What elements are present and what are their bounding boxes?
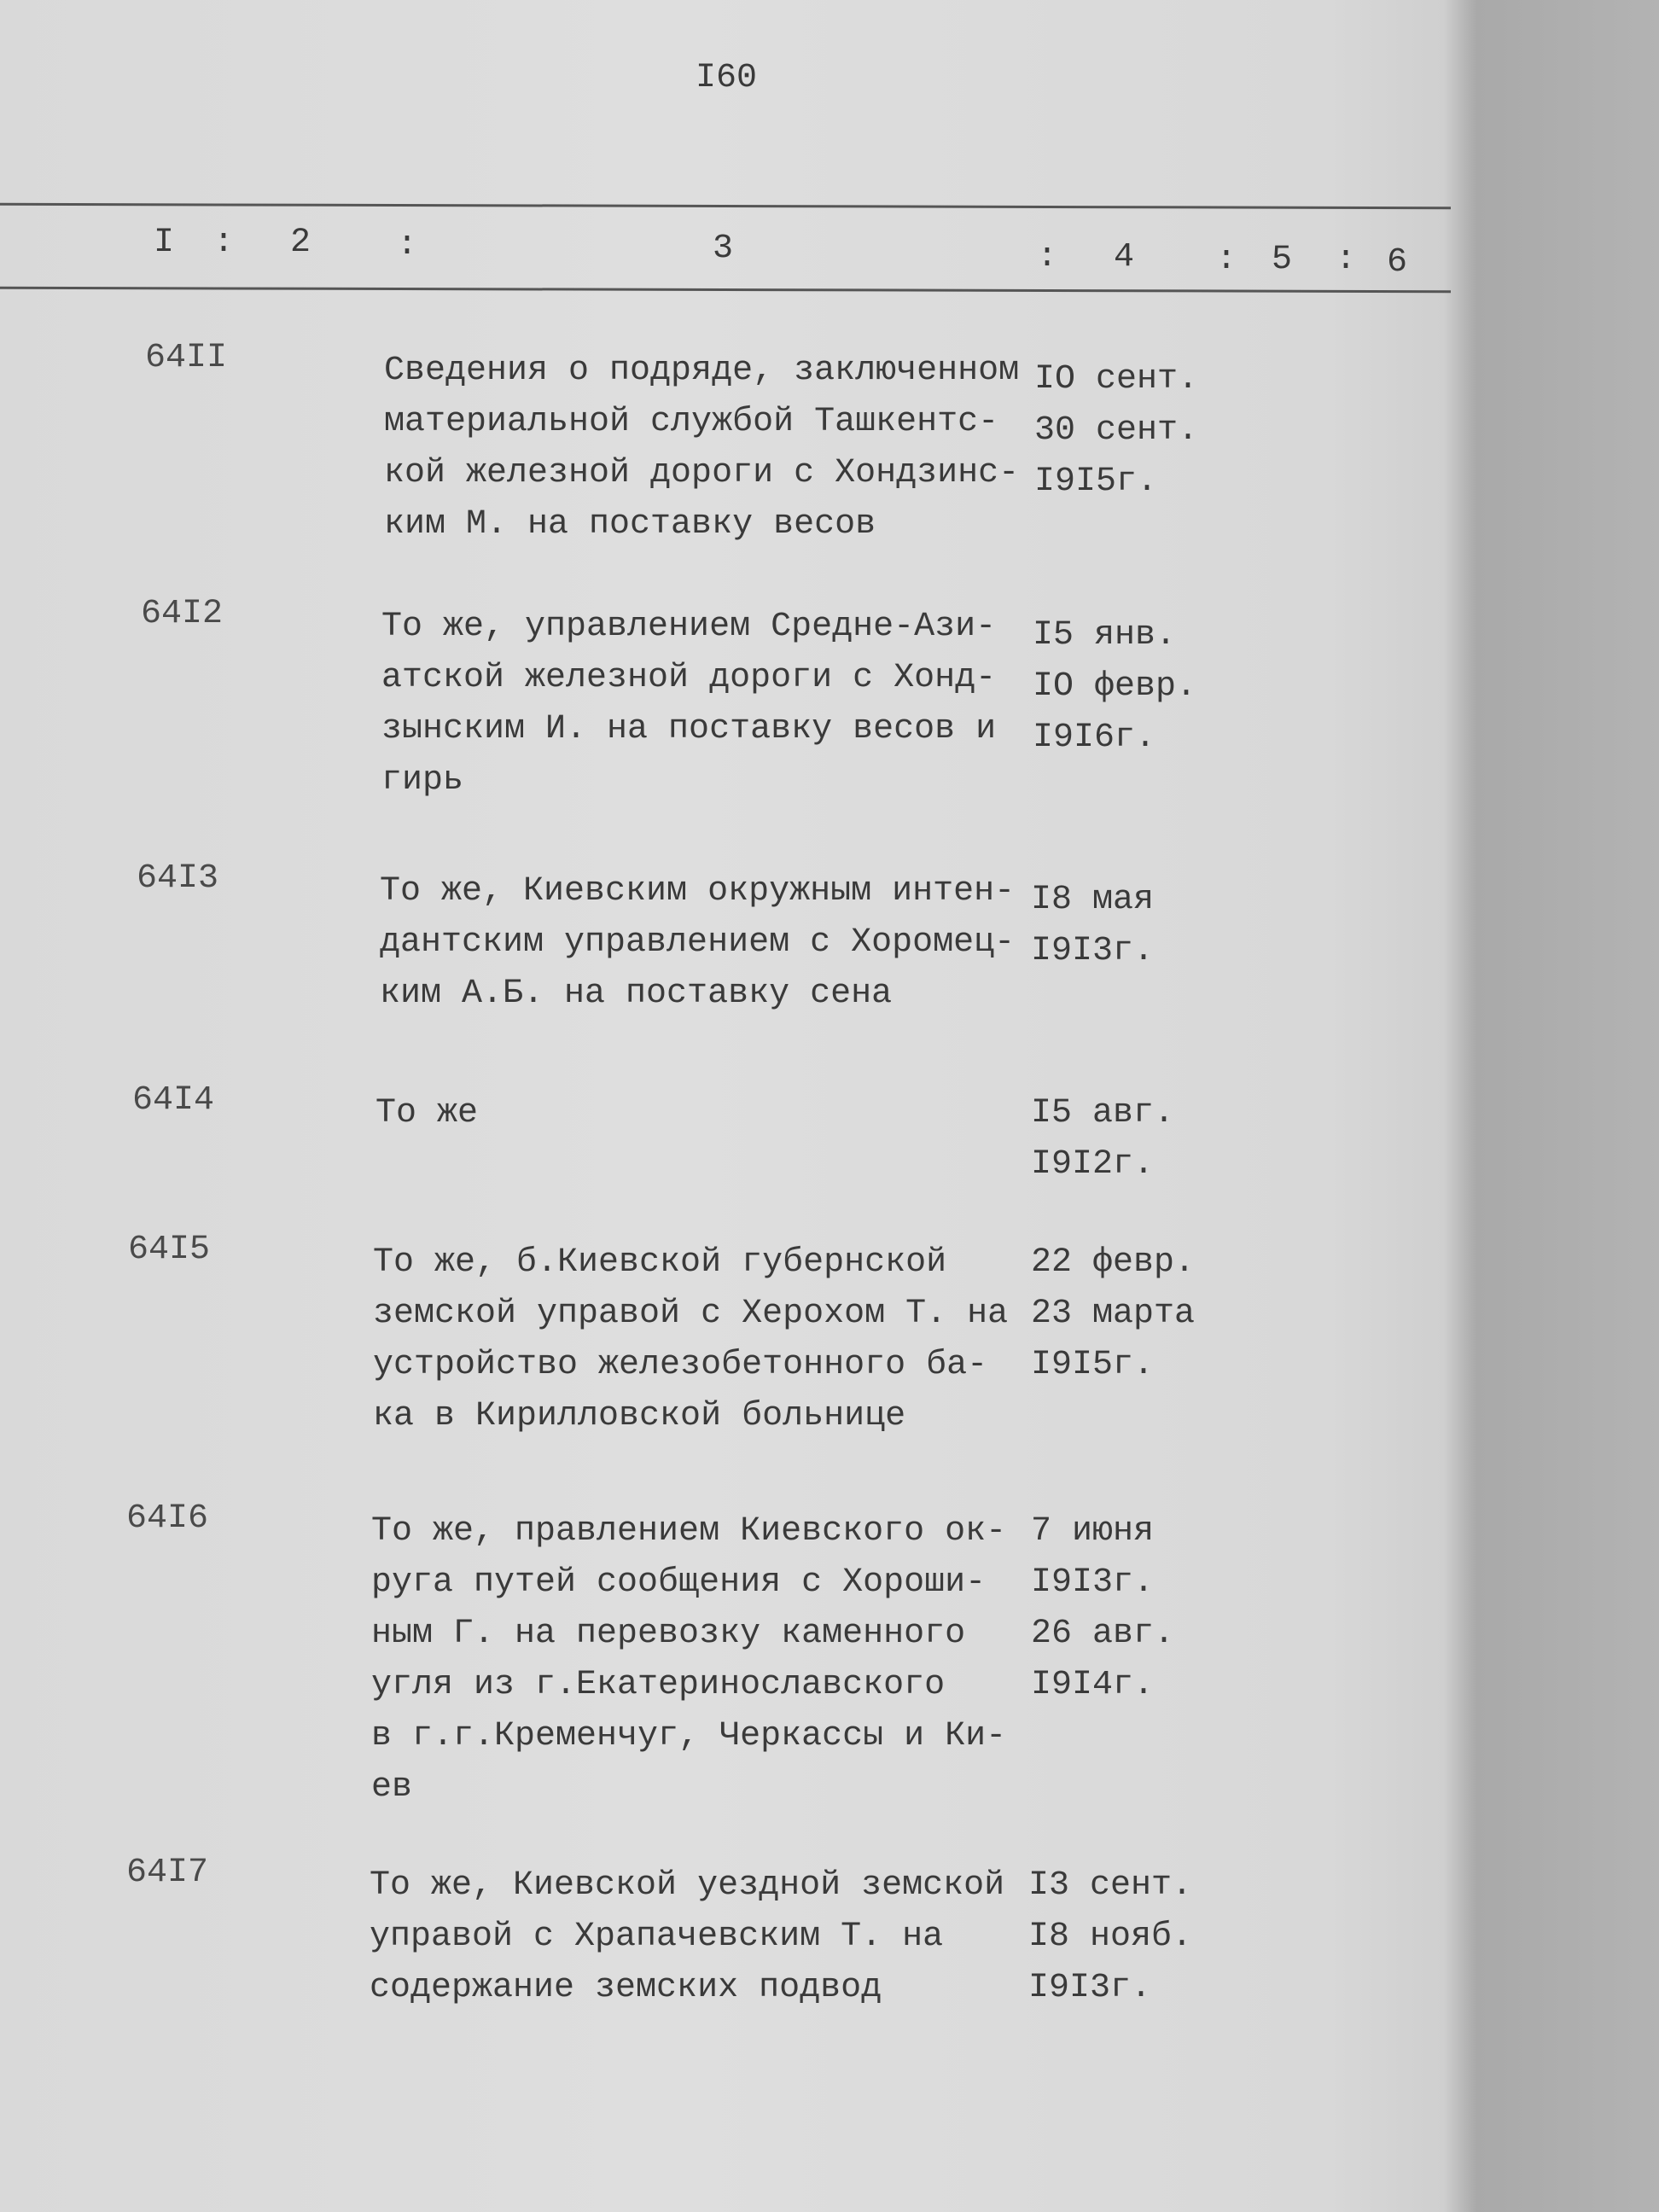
- description-line: гирь: [381, 761, 464, 800]
- description-line: То же, б.Киевской губернской: [373, 1243, 947, 1282]
- description-line: угля из г.Екатеринославского: [371, 1666, 946, 1704]
- description-line: ка в Кирилловской больнице: [373, 1397, 906, 1435]
- date-line: I9I6г.: [1033, 719, 1156, 757]
- description-line: ким А.Б. на поставку сена: [380, 975, 893, 1013]
- date-line: I9I5г.: [1034, 463, 1158, 501]
- column-separator: :: [213, 224, 235, 262]
- entry-description: [380, 866, 1015, 1020]
- entry-description: [371, 1506, 1006, 1813]
- description-line: атской железной дороги с Хонд-: [381, 659, 997, 697]
- description-line: То же, управлением Средне-Ази-: [381, 608, 997, 646]
- date-line: I8 мая: [1031, 881, 1155, 919]
- date-line: 22 февр.: [1031, 1243, 1196, 1282]
- date-line: I5 авг.: [1031, 1094, 1175, 1132]
- date-line: I9I4г.: [1031, 1666, 1155, 1704]
- header-rule-top: [0, 203, 1451, 209]
- date-line: I9I3г.: [1031, 932, 1155, 970]
- description-line: То же: [375, 1094, 479, 1132]
- description-line: То же, Киевской уездной земской: [370, 1866, 1005, 1905]
- entry-description: [373, 1237, 1008, 1442]
- entry-description: [370, 1860, 1004, 2014]
- page-number: I60: [696, 59, 758, 97]
- column-header-6: 6: [1387, 243, 1408, 282]
- date-line: 23 марта: [1031, 1295, 1196, 1333]
- date-line: I9I5г.: [1031, 1346, 1155, 1384]
- description-line: земской управой с Херохом Т. на: [373, 1295, 1009, 1333]
- description-line: зынским И. на поставку весов и: [381, 710, 997, 748]
- description-line: То же, правлением Киевского ок-: [371, 1512, 1007, 1551]
- date-line: I9I3г.: [1031, 1563, 1155, 1602]
- date-line: IO февр.: [1033, 667, 1197, 706]
- column-header-3: 3: [713, 230, 734, 268]
- entry-dates: [1033, 610, 1196, 764]
- description-line: ев: [371, 1768, 413, 1807]
- date-line: 30 сент.: [1034, 411, 1199, 450]
- description-line: управой с Храпачевским Т. на: [370, 1918, 944, 1956]
- description-line: ким М. на поставку весов: [384, 505, 876, 544]
- description-line: ным Г. на перевозку каменного: [371, 1615, 966, 1653]
- date-line: I9I2г.: [1031, 1145, 1155, 1184]
- entry-dates: [1031, 1237, 1195, 1391]
- entry-description: [384, 346, 1019, 550]
- entry-number: 64II: [145, 339, 228, 377]
- description-line: Сведения о подряде, заключенном: [384, 352, 1020, 390]
- date-line: I5 янв.: [1033, 616, 1177, 655]
- entry-dates: [1031, 1506, 1174, 1711]
- description-line: содержание земских подвод: [370, 1969, 882, 2007]
- entry-dates: [1031, 875, 1154, 977]
- date-line: 7 июня: [1031, 1512, 1155, 1551]
- date-line: I3 сент.: [1028, 1866, 1193, 1905]
- column-separator: :: [1216, 241, 1237, 279]
- column-header-1: I: [154, 224, 175, 262]
- description-line: в г.г.Кременчуг, Черкассы и Ки-: [371, 1717, 1007, 1755]
- description-line: материальной службой Ташкентс-: [384, 403, 999, 441]
- entry-number: 64I2: [141, 595, 224, 633]
- column-separator: :: [1336, 241, 1357, 279]
- column-header-4: 4: [1114, 238, 1135, 276]
- entry-number: 64I6: [126, 1499, 209, 1538]
- date-line: IO сент.: [1034, 360, 1199, 399]
- description-line: кой железной дороги с Хондзинс-: [384, 454, 1020, 492]
- header-rule-bottom: [0, 287, 1451, 293]
- entry-number: 64I7: [126, 1854, 209, 1892]
- column-separator: :: [1037, 238, 1058, 276]
- entry-dates: [1034, 354, 1198, 508]
- entry-dates: [1028, 1860, 1192, 2014]
- column-header-5: 5: [1272, 241, 1293, 279]
- column-header-2: 2: [290, 224, 311, 262]
- description-line: устройство железобетонного ба-: [373, 1346, 988, 1384]
- entry-number: 64I4: [132, 1081, 215, 1120]
- description-line: То же, Киевским окружным интен-: [380, 872, 1016, 911]
- entry-dates: [1031, 1088, 1174, 1190]
- date-line: 26 авг.: [1031, 1615, 1175, 1653]
- description-line: дантским управлением с Хоромец-: [380, 923, 1016, 962]
- date-line: I8 нояб.: [1028, 1918, 1193, 1956]
- description-line: руга путей сообщения с Хороши-: [371, 1563, 987, 1602]
- column-separator: :: [397, 226, 418, 265]
- entry-description: [375, 1088, 478, 1139]
- entry-number: 64I3: [137, 859, 219, 898]
- entry-description: [381, 602, 996, 806]
- entry-number: 64I5: [128, 1231, 211, 1269]
- date-line: I9I3г.: [1028, 1969, 1152, 2007]
